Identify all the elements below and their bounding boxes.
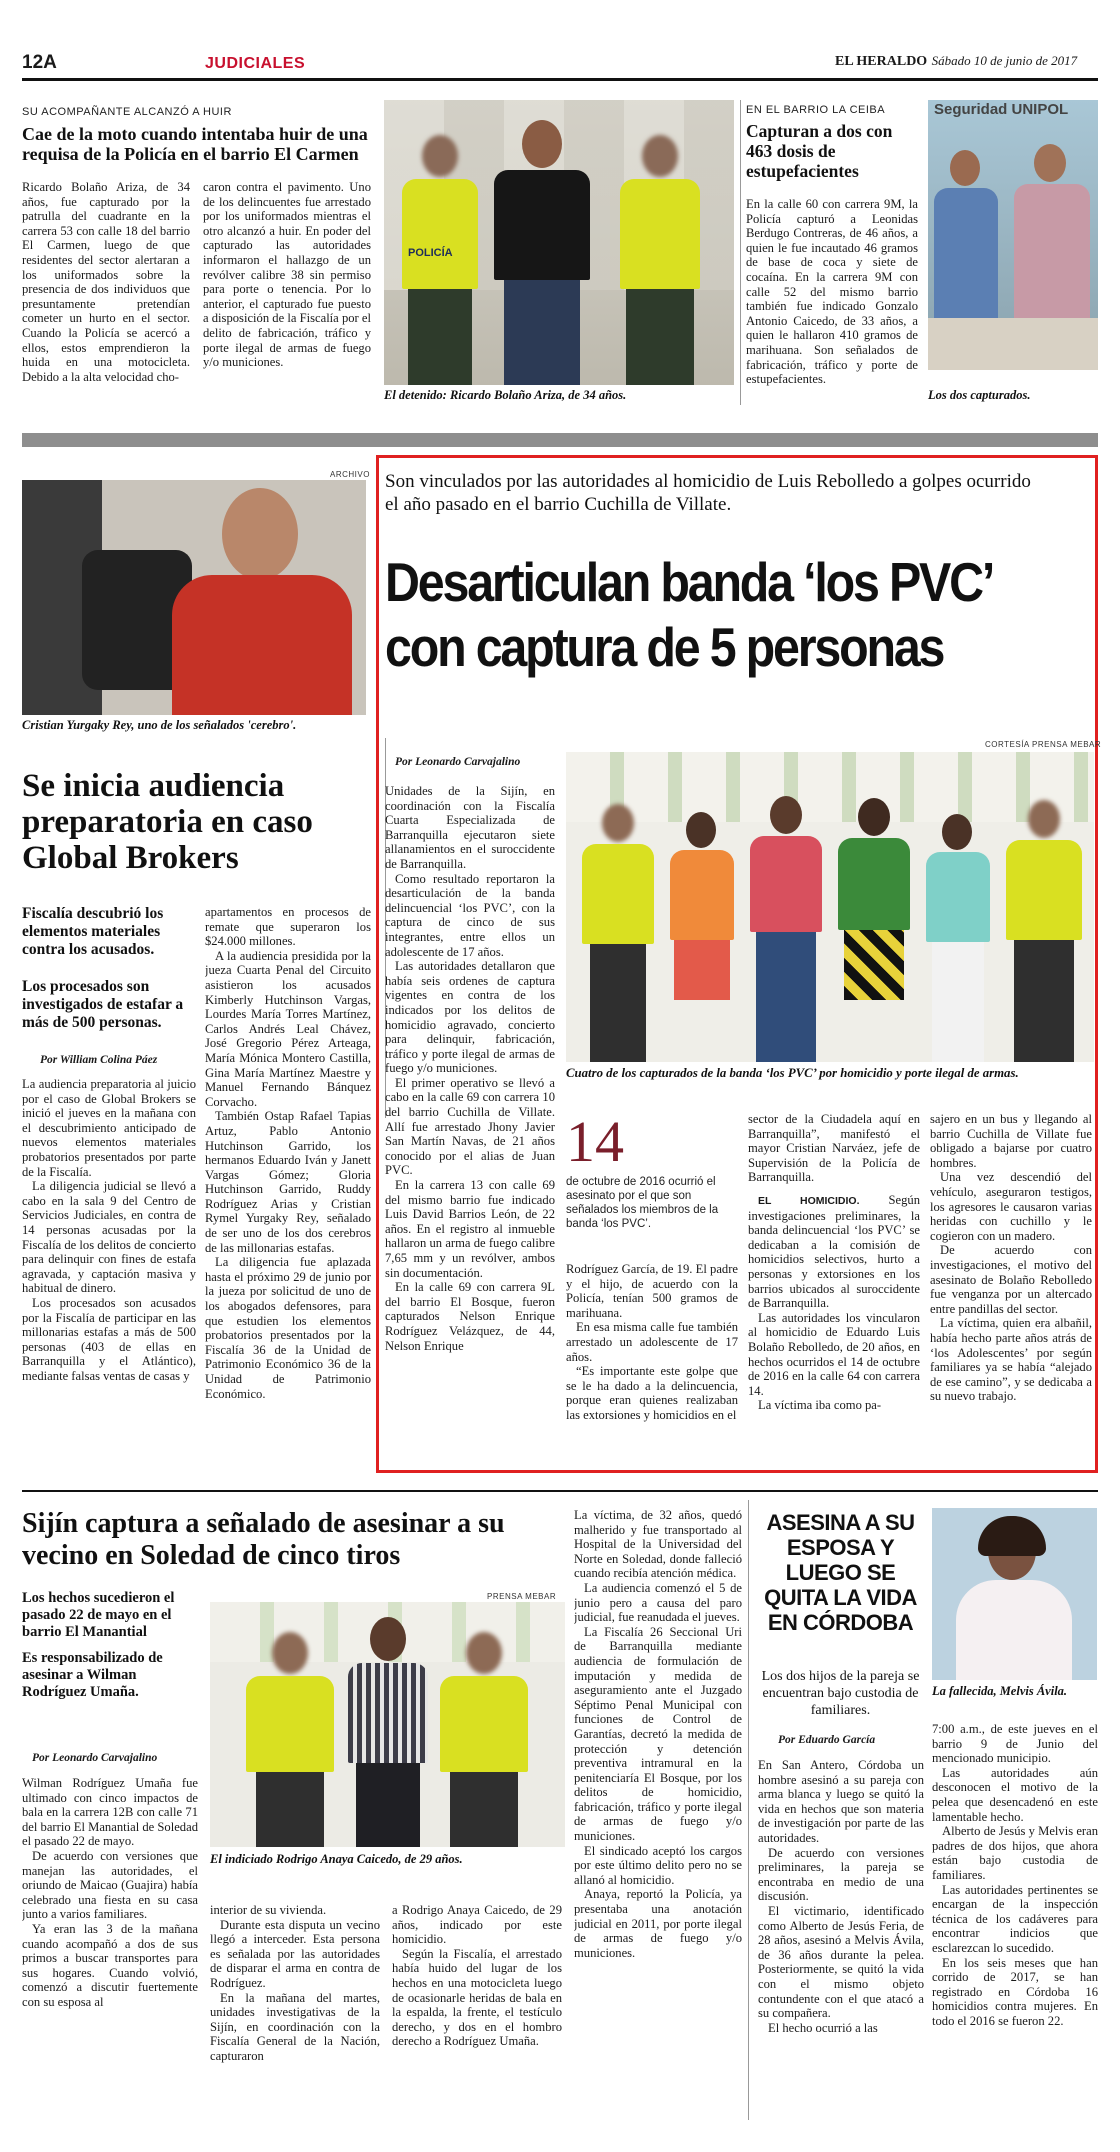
sijin-col2-p2: Durante esta disputa un vecino llegó a interceder. Esta persona es señalada por las autoridades de disparar el arma en contra de Rodríguez. xyxy=(210,1917,380,1990)
sijin-col1-p2: De acuerdo con versiones que manejan las autoridades, el oriundo de Maicao (Guajira) había celebrado una fiesta en su casa junto a varios familiares. xyxy=(22,1848,198,1922)
sijin-col3-p1: a Rodrigo Anaya Caicedo, de 29 años, indicado por este homicidio. xyxy=(392,1903,562,1947)
sijin-photo-caption: El indiciado Rodrigo Anaya Caicedo, de 29 años. xyxy=(210,1852,463,1866)
lower-section-rule xyxy=(22,1490,1098,1492)
pvc-photo xyxy=(566,752,1094,1062)
pvc-photo-credit: CORTESÍA PRENSA MEBAR xyxy=(985,740,1102,749)
sijin-col2-p1: interior de su vivienda. xyxy=(210,1903,327,1917)
cordoba-col2-p4: Las autoridades pertinentes se encargan de la inspección técnica de los cadáveres para encontrar indicios que esclarezcan lo sucedido. xyxy=(932,1882,1098,1955)
pvc-col2-p1: Rodríguez García, de 19. El padre y el hijo, de acuerdo con la Policía, tenían 500 gramos de marihuana. xyxy=(566,1262,738,1320)
sijin-photo-credit: PRENSA MEBAR xyxy=(487,1592,557,1601)
sijin-photo xyxy=(210,1602,565,1847)
global-deck-1: Fiscalía descubrió los elementos materiales contra los acusados. xyxy=(22,905,164,958)
section-band xyxy=(22,433,1098,447)
sijin-col4-p4: El sindicado aceptó los cargos por este último delito pero no se allanó al homicidio. xyxy=(574,1843,742,1887)
pvc-headline-line1: Desarticulan banda ‘los PVC’ xyxy=(385,551,994,613)
global-col1-p2: La diligencia judicial se llevó a cabo en la sala 9 del Centro de Servicios Judiciales, en contra de 14 personas acusadas por la Fiscalía de los delitos de concierto para delinquir con fines de estafa agravada, y captación masiva y habitual de dinero. xyxy=(22,1179,196,1296)
sijin-col2 xyxy=(210,1903,380,2118)
pvc-col4-p2: Una vez descendió del vehículo, aseguraron testigos, los agresores le causaron varias heridas con cuchillo y le cogieron con un madero. xyxy=(930,1170,1092,1243)
pvc-col2-p3: “Es importante este golpe que se le ha dado a la delincuencia, porque eran quienes realizaban las extorsiones y homicidios en el xyxy=(566,1364,738,1422)
header-rule xyxy=(22,78,1098,81)
global-byline: Por William Colina Páez xyxy=(40,1054,158,1066)
pvc-col2-p2: En esa misma calle fue también arrestado un adolescente de 17 años. xyxy=(566,1320,738,1364)
laceiba-body: En la calle 60 con carrera 9M, la Policía capturó a Leonidas Berdugo Contreras, de 46 años, a quien le fue incautado 46 gramos de base de coca y siete de cocaína. En la carrera 9M con calle 52 del mismo barrio también fue indicado Gonzalo Antonio Caicedo, de 33 años, a quien le hallaron 410 gramos de marihuana. Son señalados de fabricación, tráfico y porte de estupefacientes. xyxy=(746,197,918,387)
cordoba-col1-p1: En San Antero, Córdoba un hombre asesinó a su pareja con arma blanca y luego se quitó la vida en hechos que son materia de investigación por parte de las autoridades. xyxy=(758,1758,924,1845)
global-col2-p2: A la audiencia presidida por la jueza Cuarta Penal del Circuito asistieron los acusados Kimberly Hutchinson Vargas, Lourdes María Torres Martínez, Carlos Andrés Leal Chávez, José Gregorio Pérez Arteaga, María Mónica Montero Castilla, Gina María Martínez Maestre y Manuel Fernando Bánquez Corvacho. xyxy=(205,948,371,1109)
pvc-big-number: 14 xyxy=(566,1109,624,1174)
pvc-col3-p2-text: Según investigaciones preliminares, la banda delincuencial ‘los PVC’ se dedicaban a la comisión de homicidios selectivos, hurto a personas y extorsiones en los barrios ubicados al suroccidente de Barranquilla. xyxy=(748,1192,920,1311)
moto-col1: Ricardo Bolaño Ariza, de 34 años, fue capturado por la patrulla del cuadrante en la carrera 53 con calle 18 del barrio El Carmen, luego de que residentes del sector alertaran a los uniformados sobre la presencia de dos individuos que presuntamente pretendían cometer un hurto en el sector. Cuando la Policía se acercó a ellos, estos emprendieron la huida en una motocicleta. Debido a la alta velocidad cho- xyxy=(22,180,190,384)
moto-photo-vest-text: POLICÍA xyxy=(408,247,453,259)
global-col1 xyxy=(22,1077,196,1462)
sijin-byline: Por Leonardo Carvajalino xyxy=(32,1752,158,1764)
column-divider-bottom xyxy=(748,1500,749,2120)
pvc-deck: Son vinculados por las autoridades al homicidio de Luis Rebolledo a golpes ocurrido el año pasado en el barrio Cuchilla de Villate. xyxy=(385,471,1031,515)
global-col1-p1: La audiencia preparatoria al juicio por el caso de Global Brokers se inició el jueves en la mañana con el descubrimiento anticipado de nuevos elementos materiales probatorios presentados por parte de la Fiscalía. xyxy=(22,1077,196,1179)
sijin-col1-p3: Ya eran las 3 de la mañana cuando acompañó a dos de sus primos a buscar transportes para sus hogares. Cuando volvió, comenzó a discutir fuertemente con su esposa al xyxy=(22,1921,198,2009)
pvc-col3-p4: La víctima iba como pa- xyxy=(758,1398,882,1413)
pvc-col1-p4: El primer operativo se llevó a cabo en la calle 69 con carrera 10 del barrio Cuchilla de Villate. Allí fue arrestado Jhony Javier San Martín Navas, de 21 años conocido por el alias de Juan PVC. xyxy=(385,1075,555,1178)
sijin-col1 xyxy=(22,1776,198,2118)
pvc-headline-line2: con captura de 5 personas xyxy=(385,616,944,678)
cordoba-deck: Los dos hijos de la pareja se encuentran bajo custodia de familiares. xyxy=(761,1669,920,1718)
sijin-deck-1: Los hechos sucedieron el pasado 22 de mayo en el barrio El Manantial xyxy=(22,1590,175,1640)
pvc-col3-lead: EL HOMICIDIO. xyxy=(758,1194,860,1207)
laceiba-caption: Los dos capturados. xyxy=(928,388,1031,402)
pvc-headline xyxy=(385,550,1005,680)
cordoba-col2 xyxy=(932,1722,1098,2118)
laceiba-photo-sign: Seguridad UNIPOL xyxy=(934,101,1069,118)
column-divider-top xyxy=(740,100,741,405)
laceiba-headline: Capturan a dos con 463 dosis de estupefacientes xyxy=(746,121,893,181)
cordoba-photo-caption: La fallecida, Melvis Ávila. xyxy=(932,1684,1068,1698)
laceiba-kicker: EN EL BARRIO LA CEIBA xyxy=(746,104,886,116)
pvc-col2 xyxy=(566,1262,738,1466)
section-name: JUDICIALES xyxy=(205,55,306,72)
sijin-deck-2: Es responsabilizado de asesinar a Wilman Rodríguez Umaña. xyxy=(22,1650,163,1700)
global-col2-p3: También Ostap Rafael Tapias Artuz, Pablo Antonio Hutchinson Garrido, los hermanos Eduardo Iván y Janett Vargas Gómez; Gloria Hutchinson Garrido, Ruddy Rodríguez Arias y Cristian Rymel Yurgaky Rey, señalado de ser uno de los dos cerebros de las millonarias estafas. xyxy=(205,1109,371,1255)
cordoba-byline: Por Eduardo García xyxy=(778,1734,876,1746)
pvc-col1-p3: Las autoridades detallaron que había seis ordenes de captura vigentes en contra de los indicados por los delitos de homicidio agravado, concierto para delinquir, fabricación, tráfico y porte ilegal de armas de fuego y/o municiones. xyxy=(385,959,555,1076)
paper-date xyxy=(835,53,1077,70)
cordoba-col2-p1: 7:00 a.m., de este jueves en el barrio 9 de Junio del mencionado municipio. xyxy=(932,1722,1098,1766)
moto-headline: Cae de la moto cuando intentaba huir de una requisa de la Policía en el barrio El Carmen xyxy=(22,124,368,164)
sijin-headline: Sijín captura a señalado de asesinar a su vecino en Soledad de cinco tiros xyxy=(22,1508,505,1571)
pvc-col3 xyxy=(748,1112,920,1466)
global-col1-p3: Los procesados son acusados por la Fiscalía de participar en las millonarias estafas a más de 500 personas (403 de ellas en Barranquilla y el Atlántico), mediante falsas ventas de casas y xyxy=(22,1295,196,1383)
cordoba-col2-p3: Alberto de Jesús y Melvis eran padres de dos hijos, que ahora están bajo custodia de familiares. xyxy=(932,1824,1098,1882)
global-col2 xyxy=(205,905,371,1465)
moto-kicker: SU ACOMPAÑANTE ALCANZÓ A HUIR xyxy=(22,106,232,118)
sijin-col4 xyxy=(574,1508,742,2118)
global-col2-p4: La diligencia fue aplazada hasta el próximo 29 de junio por la jueza por solicitud de uno de los abogados defensores, para que estudien los elementos probatorios presentados por la Fiscalía 36 de la Unidad de Patrimonio Económico 36 de la Unidad de Patrimonio Económico. xyxy=(205,1255,371,1401)
global-deck-2: Los procesados son investigados de estafar a más de 500 personas. xyxy=(22,978,184,1031)
sijin-col4-p5: Anaya, reportó la Policía, ya presentaba una anotación judicial en 2011, por porte ilegal de armas de fuego y/o municiones. xyxy=(574,1887,742,1960)
pvc-col1-p6: En la calle 69 con carrera 9L del barrio El Bosque, fueron capturados Nelson Enrique Rodríguez Velázquez, de 44, Nelson Enrique xyxy=(385,1280,555,1353)
pvc-col4 xyxy=(930,1112,1092,1466)
pvc-col4-p1: sajero en un bus y llegando al barrio Cuchilla de Villate fue obligado a bajarse por cuatro hombres. xyxy=(930,1112,1092,1170)
sijin-col4-p2: La audiencia comenzó el 5 de junio pero a causa del paro judicial, fue reanudada el jueves. xyxy=(574,1580,742,1625)
cordoba-headline: ASESINA A SU ESPOSA Y LUEGO SE QUITA LA VIDA EN CÓRDOBA xyxy=(764,1510,917,1635)
pvc-big-number-text: de octubre de 2016 ocurrió el asesinato por el que son señalados los miembros de la banda ‘los PVC’. xyxy=(566,1176,719,1230)
cordoba-col1-p4: El hecho ocurrió a las xyxy=(768,2020,878,2035)
global-headline: Se inicia audiencia preparatoria en caso Global Brokers xyxy=(22,768,313,876)
pvc-col4-p3: De acuerdo con investigaciones, el motivo del asesinato de Bolaño Rebolledo fue venganza por un altercado entre pandillas del sector. xyxy=(930,1243,1092,1316)
pvc-byline: Por Leonardo Carvajalino xyxy=(395,756,521,768)
pvc-col3-p1: sector de la Ciudadela aquí en Barranquilla”, manifestó el mayor Cristian Narváez, jefe de Supervisión de la Policía de Barranquilla. xyxy=(748,1112,920,1185)
sijin-col4-p1: La víctima, de 32 años, quedó malherido y fue transportado al Hospital de la Universidad del Norte en Soledad, donde falleció cuando recibía atención médica. xyxy=(574,1508,742,1581)
pvc-col1 xyxy=(385,784,555,1466)
global-photo-credit: ARCHIVO xyxy=(330,470,370,479)
pvc-col1-p5: En la carrera 13 con calle 69 del mismo barrio fue indicado Luis David Barrios León, de 22 años. En el registro al inmueble hallaron un arma de fuego calibre 7,65 mm y un revólver, ambos sin documentación. xyxy=(385,1178,555,1280)
pvc-col3-p3: Las autoridades los vincularon al homicidio de Eduardo Luis Bolaño Rebolledo, de 20 años, en hechos ocurridos el 14 de octubre de 2016 en la calle 64 con carrera 14. xyxy=(748,1310,920,1398)
global-photo-caption: Cristian Yurgaky Rey, uno de los señalados 'cerebro'. xyxy=(22,718,297,732)
issue-date: Sábado 10 de junio de 2017 xyxy=(931,53,1078,68)
sijin-col3-p2: Según la Fiscalía, el arrestado había huido del lugar de los hechos en una motocicleta luego de ocasionarle heridas de bala en la espalda, la frente, el testículo derecho, y dos en el hombro derecho a Rodríguez Umaña. xyxy=(392,1946,562,2049)
sijin-col1-p1: Wilman Rodríguez Umaña fue ultimado con cinco impactos de bala en la carrera 12B con calle 71 del barrio El Manantial de Soledad el pasado 22 de mayo. xyxy=(22,1776,198,1849)
cordoba-col2-p5: En los seis meses que han corrido de 2017, se han registrado en Córdoba 16 homicidios contra mujeres. En todo el 2016 se fueron 22. xyxy=(932,1955,1098,2028)
moto-photo xyxy=(384,100,734,385)
cordoba-col2-p2: Las autoridades aún desconocen el motivo de la pelea que desencadenó en este lamentable hecho. xyxy=(932,1765,1098,1824)
laceiba-photo xyxy=(928,100,1098,370)
page-number: 12A xyxy=(22,52,57,73)
cordoba-col1-p3: El victimario, identificado como Alberto de Jesús Feria, de 28 años, asesinó a Melvis Ávila, de 36 años durante la pelea. Posteriormente, se quitó la vida con el mismo objeto contundente con el que atacó a su compañera. xyxy=(758,1903,924,2021)
cordoba-photo xyxy=(932,1508,1097,1680)
moto-caption: El detenido: Ricardo Bolaño Ariza, de 34 años. xyxy=(384,388,627,402)
cordoba-col1-p2: De acuerdo con versiones preliminares, la pareja se encontraba en medio de una discusión. xyxy=(758,1845,924,1904)
global-col2-p1: apartamentos en procesos de remate que superaron los $24.000 millones. xyxy=(205,905,371,949)
pvc-col3-p2 xyxy=(748,1193,920,1311)
pvc-col1-p2: Como resultado reportaron la desarticulación de la banda delincuencial ‘los PVC’, con la captura de cinco de sus integrantes, entre ellos un adolescente de 17 años. xyxy=(385,871,555,959)
sijin-col2-p3: En la mañana del martes, unidades investigativas de la Sijín, en coordinación con la Fiscalía General de la Nación, capturaron xyxy=(210,1990,380,2063)
sijin-col4-p3: La Fiscalía 26 Seccional Uri de Barranquilla mediante audiencia de formulación de imputación y medida de aseguramiento ante el Juzgado Séptimo Penal Municipal con funciones de Control de Garantías, decretó la medida de protección y detención preventiva intramural en la penitenciaría El Bosque, por los delitos de homicidio, fabricación, tráfico y porte ilegal de armas de fuego y/o municiones. xyxy=(574,1624,742,1844)
pvc-photo-caption: Cuatro de los capturados de la banda ‘los PVC’ por homicidio y porte ilegal de armas. xyxy=(566,1066,1019,1080)
paper-name: EL HERALDO xyxy=(835,54,928,69)
global-photo xyxy=(22,480,366,715)
pvc-col1-p1: Unidades de la Sijín, en coordinación con la Fiscalía Cuarta Especializada de Barranquilla ejecutaron siete allanamientos en el suroccidente de Barranquilla. xyxy=(385,784,555,871)
sijin-col3 xyxy=(392,1903,562,2118)
cordoba-col1 xyxy=(758,1758,924,2118)
pvc-col4-p4: La víctima, quien era albañil, había hecho parte años atrás de ‘los Adolescentes’ por según familiares ya se había “alejado de ese camino”, y se dedicaba a su nuevo trabajo. xyxy=(930,1316,1092,1404)
moto-col2: caron contra el pavimento. Uno de los delincuentes fue arrestado por los uniformados mientras el otro alcanzó a huir. En poder del capturado las autoridades informaron el hallazgo de un revólver calibre 38 sin permiso para porte o tenencia. Por lo anterior, el capturado fue puesto a disposición de la Fiscalía por el delito de fabricación, tráfico y porte ilegal de armas de fuego y/o municiones. xyxy=(203,180,371,370)
